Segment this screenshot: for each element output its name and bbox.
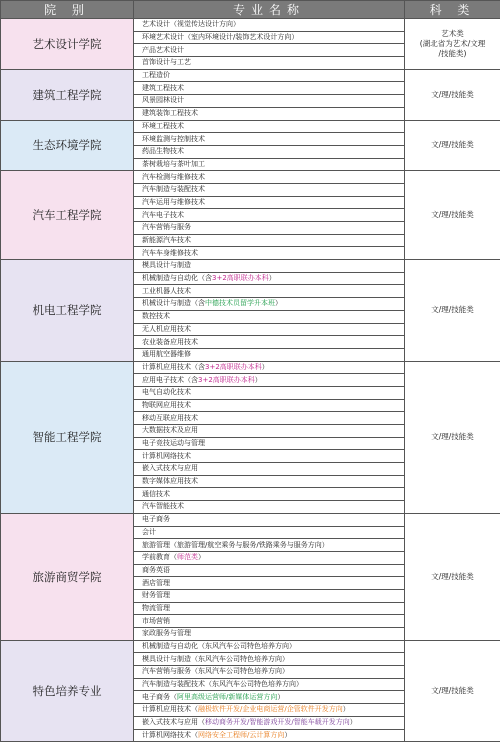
major-name	[134, 44, 405, 57]
major-text: 汽车制造与装配技术	[142, 185, 205, 193]
major-name	[134, 348, 405, 361]
major-name	[134, 145, 405, 158]
major-name	[134, 526, 405, 539]
major-text: 产品艺术设计	[142, 46, 184, 54]
major-text: 建筑工程技术	[142, 84, 184, 92]
major-name	[134, 158, 405, 171]
major-text: 汽车车身维修技术	[142, 249, 198, 257]
major-name	[134, 678, 405, 691]
major-text: 首饰设计与工艺	[142, 58, 191, 66]
major-name	[134, 247, 405, 260]
major-text: 财务管理	[142, 591, 170, 599]
major-name	[134, 425, 405, 438]
major-text: ）	[269, 274, 276, 282]
college-name: 特色培养专业	[1, 640, 134, 742]
college-name: 智能工程学院	[1, 361, 134, 513]
major-text: 移动互联应用技术	[142, 414, 198, 422]
major-text: 应用电子技术（含	[142, 376, 198, 384]
major-name	[134, 399, 405, 412]
major-name	[134, 513, 405, 526]
major-text: 嵌入式技术与应用（	[142, 718, 205, 726]
major-text: 建筑装饰工程技术	[142, 109, 198, 117]
major-text: 环境艺术设计（室内环境设计/装饰艺术设计方向）	[142, 33, 298, 41]
major-name	[134, 19, 405, 32]
major-name	[134, 272, 405, 285]
college-name: 旅游商贸学院	[1, 513, 134, 640]
major-text: ）	[255, 376, 262, 384]
category-cell: 文/理/技能类	[405, 171, 500, 260]
header-row	[1, 1, 500, 19]
major-text: 汽车营销与服务	[142, 223, 191, 231]
major-text: 机械制造与自动化（东风汽车公司特色培养方向）	[142, 642, 296, 650]
major-text: ）	[284, 731, 291, 739]
major-text: 汽车检测与维修技术	[142, 173, 205, 181]
table-row	[1, 513, 500, 526]
major-text: 新能源汽车技术	[142, 236, 191, 244]
major-name	[134, 260, 405, 273]
major-name	[134, 564, 405, 577]
major-text: 电气自动化技术	[142, 388, 191, 396]
major-name	[134, 691, 405, 704]
table-body	[1, 19, 500, 742]
major-name	[134, 183, 405, 196]
major-text: 计算机网络技术（	[142, 731, 198, 739]
major-text: 模具设计与制造	[142, 261, 191, 269]
major-text: 通用航空器维修	[142, 350, 191, 358]
major-text: 学前教育（	[142, 553, 177, 561]
major-text: 汽车营销与服务（东风汽车公司特色培养方向）	[142, 667, 289, 675]
major-name	[134, 577, 405, 590]
major-name	[134, 336, 405, 349]
major-text: ）	[198, 553, 205, 561]
category-cell: 文/理/技能类	[405, 361, 500, 513]
header-category: 科 类	[405, 1, 500, 19]
major-name	[134, 69, 405, 82]
major-name	[134, 602, 405, 615]
major-note-highlight: 3+2高职联办本科	[205, 363, 262, 371]
major-name	[134, 323, 405, 336]
table-row	[1, 69, 500, 82]
major-text: 物联网应用技术	[142, 401, 191, 409]
major-name	[134, 298, 405, 311]
major-text: 无人机应用技术	[142, 325, 191, 333]
major-text: 汽车电子技术	[142, 211, 184, 219]
major-text: ）	[350, 718, 357, 726]
major-text: 艺术设计（视觉传达设计方向）	[142, 20, 240, 28]
table-row	[1, 19, 500, 32]
major-text: 环境工程技术	[142, 122, 184, 130]
major-text: 计算机网络技术	[142, 452, 191, 460]
category-cell: 文/理/技能类	[405, 640, 500, 742]
college-name: 机电工程学院	[1, 260, 134, 362]
category-cell: 文/理/技能类	[405, 260, 500, 362]
major-note-highlight: 移动商务开发/智能游戏开发/智能车载开发方向	[205, 718, 350, 726]
major-text: 汽车智能技术	[142, 502, 184, 510]
major-text: 家政服务与管理	[142, 629, 191, 637]
major-text: ）	[275, 299, 282, 307]
major-name	[134, 539, 405, 552]
college-name: 生态环境学院	[1, 120, 134, 171]
major-name	[134, 82, 405, 95]
major-text: 物流管理	[142, 604, 170, 612]
major-name	[134, 640, 405, 653]
major-text: 电子商务（	[142, 693, 177, 701]
major-text: 环境监测与控制技术	[142, 135, 205, 143]
major-text: 机械设计与制造（含	[142, 299, 205, 307]
college-name: 艺术设计学院	[1, 19, 134, 70]
major-name	[134, 450, 405, 463]
major-name	[134, 95, 405, 108]
major-name	[134, 589, 405, 602]
major-text: 汽车制造与装配技术（东风汽车公司特色培养方向）	[142, 680, 303, 688]
major-name	[134, 234, 405, 247]
category-cell: 文/理/技能类	[405, 69, 500, 120]
table-row	[1, 260, 500, 273]
major-text: 药品生物技术	[142, 147, 184, 155]
major-name	[134, 704, 405, 717]
category-cell: 艺术类 (湖北省为艺术/文理 /技能类)	[405, 19, 500, 70]
major-text: 数字媒体应用技术	[142, 477, 198, 485]
major-text: 计算机应用技术（含	[142, 363, 205, 371]
major-note-highlight: 网络安全工程师/云计算方向	[198, 731, 284, 739]
major-name	[134, 463, 405, 476]
major-text: 市场营销	[142, 617, 170, 625]
major-note-highlight: 阿里高级运营师/新媒体运营方向	[177, 693, 277, 701]
major-name	[134, 196, 405, 209]
major-name	[134, 374, 405, 387]
major-name	[134, 615, 405, 628]
major-name	[134, 551, 405, 564]
major-name	[134, 361, 405, 374]
major-name	[134, 386, 405, 399]
major-name	[134, 475, 405, 488]
major-text: ）	[343, 705, 350, 713]
table-row	[1, 171, 500, 184]
major-text: 茶树栽培与茶叶加工	[142, 160, 205, 168]
major-text: 工业机器人技术	[142, 287, 191, 295]
table-row	[1, 120, 500, 133]
major-text: 通信技术	[142, 490, 170, 498]
major-name	[134, 285, 405, 298]
major-name	[134, 716, 405, 729]
major-text: 风景园林设计	[142, 96, 184, 104]
major-note-highlight: 师范类	[177, 553, 198, 561]
major-name	[134, 120, 405, 133]
major-text: 数控技术	[142, 312, 170, 320]
major-note-highlight: 融极软件开发/企业电商运营/企管软件开发方向	[198, 705, 343, 713]
major-name	[134, 501, 405, 514]
major-text: 机械制造与自动化（含	[142, 274, 212, 282]
major-name	[134, 57, 405, 70]
header-college: 院 别	[1, 1, 134, 19]
major-note-highlight: 中德技术员留学升本班	[205, 299, 275, 307]
major-text: 汽车运用与维修技术	[142, 198, 205, 206]
major-text: 工程造价	[142, 71, 170, 79]
major-text: ）	[277, 693, 284, 701]
major-text: 旅游管理（旅游管理/航空乘务与服务/铁路乘务与服务方向）	[142, 541, 329, 549]
major-text: ）	[262, 363, 269, 371]
major-name	[134, 222, 405, 235]
major-note-highlight: 3+2高职联办本科	[198, 376, 255, 384]
major-name	[134, 209, 405, 222]
major-name	[134, 412, 405, 425]
major-name	[134, 666, 405, 679]
major-text: 商务英语	[142, 566, 170, 574]
major-name	[134, 488, 405, 501]
major-text: 大数据技术及应用	[142, 426, 198, 434]
major-text: 酒店管理	[142, 579, 170, 587]
college-name: 汽车工程学院	[1, 171, 134, 260]
major-note-highlight: 3+2高职联办本科	[212, 274, 269, 282]
major-text: 会计	[142, 528, 156, 536]
header-major: 专业名称	[134, 1, 405, 19]
college-name: 建筑工程学院	[1, 69, 134, 120]
major-name	[134, 171, 405, 184]
major-text: 嵌入式技术与应用	[142, 464, 198, 472]
major-name	[134, 133, 405, 146]
major-text: 模具设计与制造（东风汽车公司特色培养方向）	[142, 655, 289, 663]
major-name	[134, 729, 405, 742]
major-name	[134, 653, 405, 666]
major-text: 电子商务	[142, 515, 170, 523]
major-text: 农业装备应用技术	[142, 338, 198, 346]
major-name	[134, 107, 405, 120]
table-row	[1, 640, 500, 653]
major-name	[134, 310, 405, 323]
table-row	[1, 361, 500, 374]
major-name	[134, 31, 405, 44]
major-name	[134, 437, 405, 450]
major-text: 计算机应用技术（	[142, 705, 198, 713]
category-cell: 文/理/技能类	[405, 120, 500, 171]
major-text: 电子竞技运动与管理	[142, 439, 205, 447]
category-cell: 文/理/技能类	[405, 513, 500, 640]
major-name	[134, 628, 405, 641]
